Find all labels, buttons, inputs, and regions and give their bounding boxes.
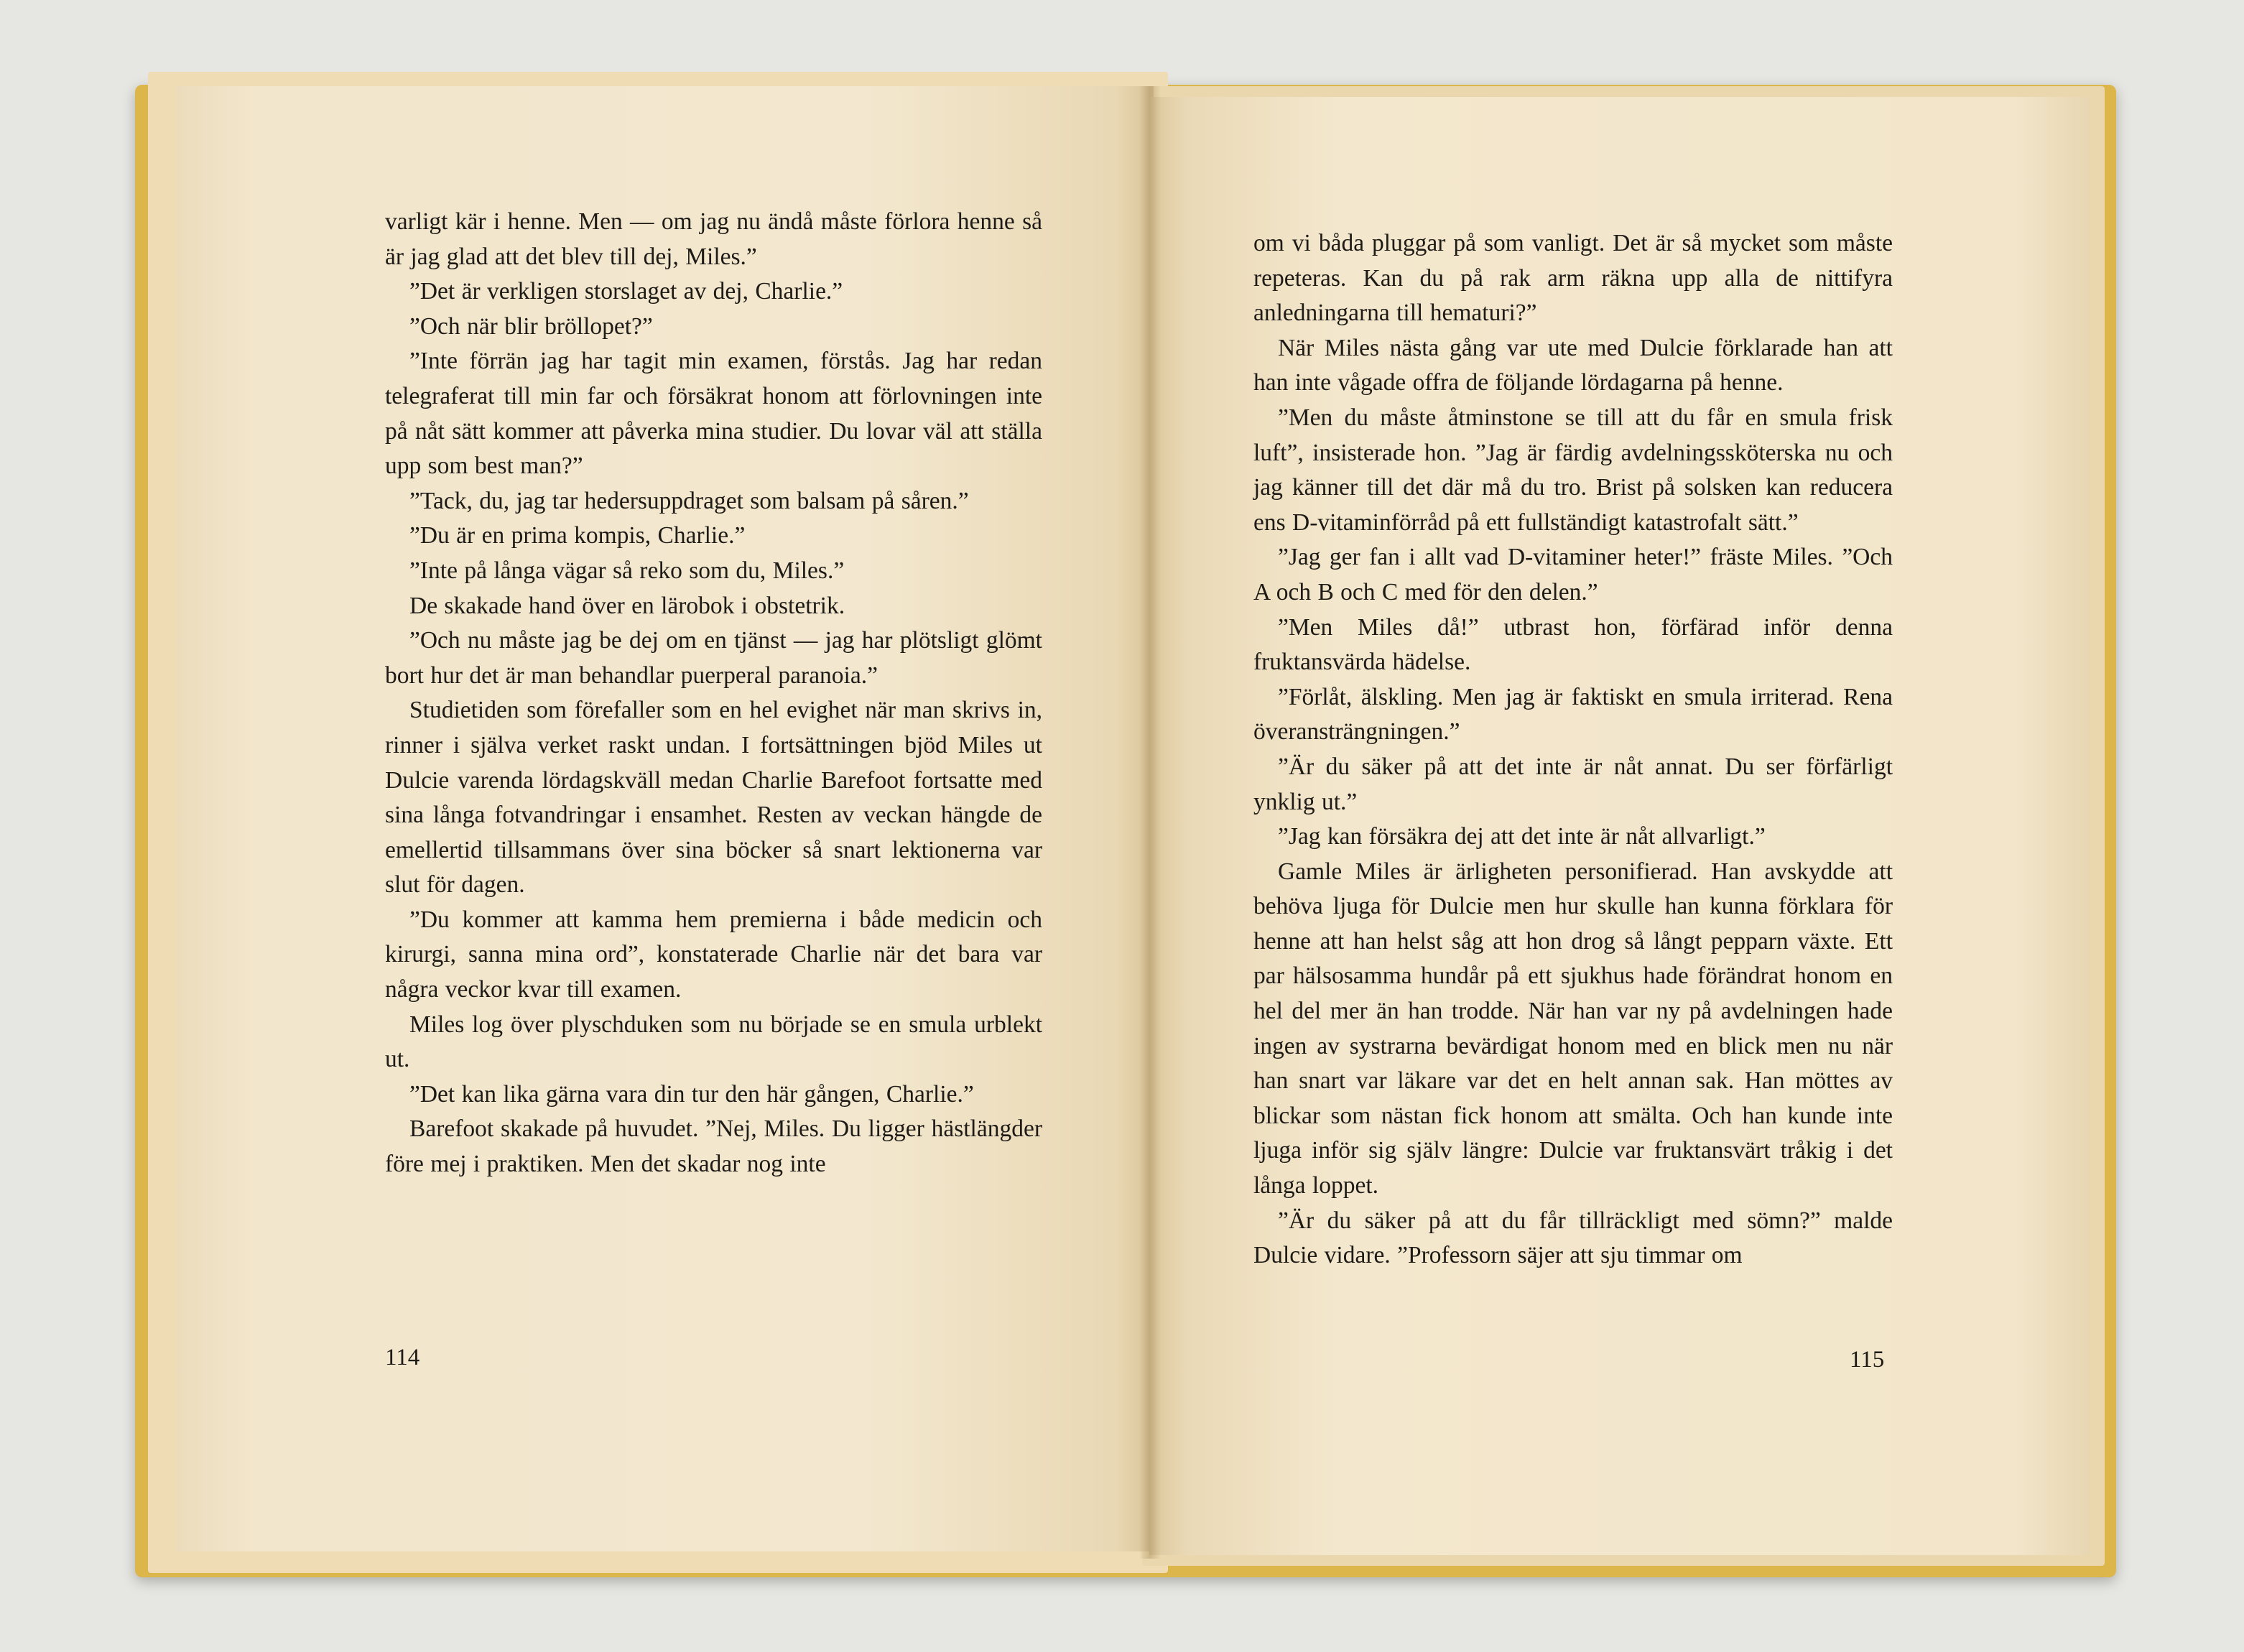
- paragraph: Barefoot skakade på huvudet. ”Nej, Miles. Du ligger hästlängder före mej i praktiken. Men det skadar nog inte: [385, 1115, 1042, 1178]
- page-number-left: 114: [385, 1345, 420, 1370]
- paragraph: De skakade hand över en lärobok i obstetrik.: [409, 592, 845, 619]
- paragraph: När Miles nästa gång var ute med Dulcie förklarade han att han inte vågade offra de följande lördagarna på henne.: [1253, 334, 1893, 396]
- paragraph: ”Men du måste åtminstone se till att du får en smula frisk luft”, insisterade hon. ”Jag är färdig avdelningssköterska nu och jag känner till det där må du tro. Brist på solsken kan reducera ens D-vitaminförråd på ett fullständigt katastrofalt sätt.”: [1253, 404, 1893, 536]
- paragraph: Miles log över plyschduken som nu började se en smula urblekt ut.: [385, 1011, 1042, 1073]
- paragraph: ”Jag kan försäkra dej att det inte är nåt allvarligt.”: [1278, 823, 1766, 850]
- paragraph: ”Du kommer att kamma hem premierna i både medicin och kirurgi, sanna mina ord”, konstaterade Charlie när det bara var några veckor kvar till examen.: [385, 906, 1042, 1003]
- paragraph: ”Det kan lika gärna vara din tur den här gången, Charlie.”: [409, 1080, 974, 1108]
- paragraph: ”Inte förrän jag har tagit min examen, förstås. Jag har redan telegraferat till min far och försäkrat honom att förlovningen inte på nåt sätt kommer att påverka mina studier. Du lovar väl att ställa upp som best man?”: [385, 348, 1042, 480]
- left-page-text: [385, 205, 1042, 1182]
- paragraph: ”Är du säker på att du får tillräckligt med sömn?” malde Dulcie vidare. ”Professorn säjer att sju timmar om: [1253, 1207, 1893, 1269]
- paragraph: ”Du är en prima kompis, Charlie.”: [409, 522, 746, 549]
- page-number-right: 115: [1850, 1347, 1885, 1373]
- paragraph: ”Tack, du, jag tar hedersuppdraget som balsam på såren.”: [409, 487, 969, 514]
- book-gutter: [1139, 86, 1161, 1559]
- paragraph: ”Inte på långa vägar så reko som du, Miles.”: [409, 557, 845, 584]
- paragraph: ”Men Miles då!” utbrast hon, förfärad inför denna fruktansvärda hädelse.: [1253, 613, 1893, 676]
- paragraph: varligt kär i henne. Men — om jag nu ändå måste förlora henne så är jag glad att det blev till dej, Miles.”: [385, 208, 1042, 270]
- paragraph: ”Och nu måste jag be dej om en tjänst — jag har plötsligt glömt bort hur det är man behandlar puerperal paranoia.”: [385, 627, 1042, 689]
- paragraph: om vi båda pluggar på som vanligt. Det är så mycket som måste repeteras. Kan du på rak arm räkna upp alla de nittifyra anledningarna till hematuri?”: [1253, 230, 1893, 327]
- right-page: [1149, 97, 2090, 1555]
- paragraph: Studietiden som förefaller som en hel evighet när man skrivs in, rinner i själva verket raskt undan. I fortsättningen bjöd Miles ut Dulcie varenda lördagskväll medan Charlie Barefoot fortsatte med sina långa fotvandringar i ensamhet. Resten av veckan hängde de emellertid tillsammans över sina böcker så snart lektionerna var slut för dagen.: [385, 697, 1042, 899]
- left-page: [177, 86, 1154, 1551]
- paragraph: ”Förlåt, älskling. Men jag är faktiskt en smula irriterad. Rena överansträngningen.”: [1253, 683, 1893, 746]
- paragraph: ”Är du säker på att det inte är nåt annat. Du ser förfärligt ynklig ut.”: [1253, 753, 1893, 815]
- paragraph: Gamle Miles är ärligheten personifierad. Han avskydde att behöva ljuga för Dulcie men hur skulle han kunna förklara för henne att han helst såg att hon drog så långt pepparn växte. Ett par hälsosamma hundår på ett sjukhus hade förändrat honom en hel del mer än han trodde. När han var ny på avdelningen hade ingen av systrarna bevärdigat honom med en blick men nu när han snart var läkare var det en helt annan sak. Han möttes av blickar som nästan fick honom att smälta. Och han kunde inte ljuga inför sig själv längre: Dulcie var fruktansvärt tråkig i det långa loppet.: [1253, 858, 1893, 1199]
- paragraph: ”Jag ger fan i allt vad D-vitaminer heter!” fräste Miles. ”Och A och B och C med för den delen.”: [1253, 544, 1893, 605]
- paragraph: ”Det är verkligen storslaget av dej, Charlie.”: [409, 278, 843, 305]
- right-page-text: [1253, 226, 1893, 1273]
- paragraph: ”Och när blir bröllopet?”: [409, 312, 653, 340]
